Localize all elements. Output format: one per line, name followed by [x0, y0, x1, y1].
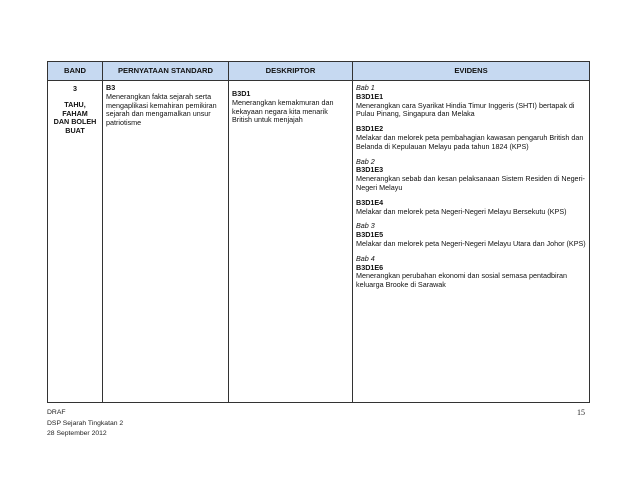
evidence-bab: Bab 3 — [356, 221, 375, 231]
standards-table — [47, 61, 590, 403]
header-pernyataan-standard: PERNYATAAN STANDARD — [103, 62, 229, 81]
evidence-item — [356, 84, 586, 119]
header-deskriptor: DESKRIPTOR — [229, 62, 353, 81]
evidence-code: B3D1E5 — [356, 230, 384, 240]
band-number: 3 — [73, 84, 77, 93]
standard-code: B3 — [106, 83, 116, 92]
evidence-code: B3D1E2 — [356, 124, 384, 134]
band-label-line: DAN BOLEH — [53, 117, 97, 127]
header-evidens: EVIDENS — [353, 62, 590, 81]
evidence-bab: Bab 1 — [356, 83, 375, 92]
standard-text: Menerangkan fakta sejarah serta mengaplikasi kemahiran pemikiran sejarah dan mengamalkan unsur patriotisme — [106, 91, 217, 128]
descriptor-cell — [229, 81, 353, 403]
evidence-text: Melakar dan melorek peta pembahagian kawasan pengaruh British dan Belanda di Kepulauan Melayu pada tahun 1824 (KPS) — [356, 132, 584, 151]
evidence-item — [356, 222, 586, 248]
footer-document-title: DSP Sejarah Tingkatan 2 — [47, 419, 124, 427]
band-label-line: TAHU, FAHAM — [62, 99, 88, 118]
footer — [47, 408, 123, 440]
evidence-item — [356, 125, 586, 151]
descriptor-code: B3D1 — [232, 89, 251, 98]
header-band: BAND — [48, 62, 103, 81]
evidence-code: B3D1E1 — [356, 91, 384, 101]
evidence-bab: Bab 2 — [356, 156, 375, 166]
evidence-code: B3D1E3 — [356, 165, 384, 175]
evidence-item — [356, 158, 586, 193]
table-row — [48, 81, 590, 403]
band-label-line: BUAT — [65, 126, 85, 136]
descriptor-text: Menerangkan kemakmuran dan kekayaan negara kita menarik British untuk menjajah — [232, 97, 334, 125]
footer-date: 28 September 2012 — [47, 430, 107, 437]
evidence-text: Menerangkan perubahan ekonomi dan sosial semasa pentadbiran keluarga Brooke di Sarawak — [356, 271, 567, 290]
evidence-item — [356, 199, 586, 217]
evidence-code: B3D1E6 — [356, 262, 384, 272]
footer-draft-label: DRAF — [47, 409, 66, 416]
evidence-text: Menerangkan sebab dan kesan pelaksanaan Sistem Residen di Negeri-Negeri Melayu — [356, 174, 585, 192]
table-header-row — [48, 62, 590, 81]
evidence-text: Melakar dan melorek peta Negeri-Negeri Melayu Bersekutu (KPS) — [356, 206, 567, 216]
evidence-text: Menerangkan cara Syarikat Hindia Timur Inggeris (SHTI) bertapak di Pulau Pinang, Singapura dan Melaka — [356, 100, 575, 119]
evidence-code: B3D1E4 — [356, 197, 384, 207]
standard-cell — [103, 81, 229, 403]
evidence-item — [356, 255, 586, 290]
evidence-text: Melakar dan melorek peta Negeri-Negeri Melayu Utara dan Johor (KPS) — [356, 238, 586, 248]
band-cell — [48, 81, 103, 403]
page-number: 15 — [577, 408, 585, 417]
evidence-bab: Bab 4 — [356, 253, 375, 263]
evidence-cell — [353, 81, 590, 403]
